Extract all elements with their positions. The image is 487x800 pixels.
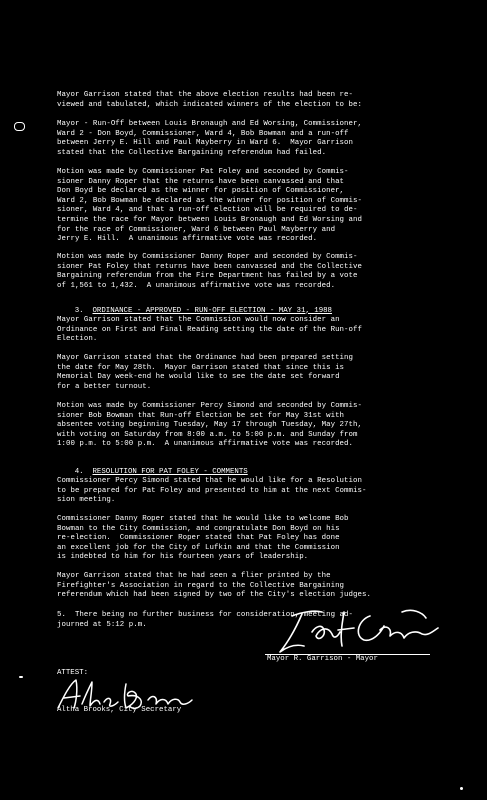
paragraph-winners: Mayor - Run-Off between Louis Bronaugh and Ed Worsing, Commissioner, Ward 2 - Don Boyd, Commissioner, Ward 4, Bob Bowman and a run-off between Jerry E. Hill and Paul Mayberry in Ward 6. Mayor Garrison stated that the Collective Bargaining referendum had failed.	[57, 120, 362, 157]
secretary-name-title: Altha Brooks, City Secretary	[57, 706, 182, 714]
paragraph-welcome: Commissioner Danny Roper stated that he would like to welcome Bob Bowman to the City Commission, and congratulate Don Boyd on his re-election. Commissioner Roper stated that Pat Foley has done an excellent job for the City of Lufkin and that the Commission is indebted to him for his fourteen years of leadership.	[57, 515, 349, 562]
punch-hole-mark	[14, 122, 25, 131]
paragraph-election-results: Mayor Garrison stated that the above election results had been re- viewed and tabulated, which indicated winners of the election to be:	[57, 91, 362, 109]
margin-speck	[460, 787, 463, 790]
paragraph-motion-canvass: Motion was made by Commissioner Pat Foley and seconded by Commis- sioner Danny Roper that the returns have been canvassed and that Don Boyd be declared as the winner for position of Commissioner, Ward 2, Bob Bowman be declared as the winner for position of Commis- sioner, Ward 4, and that a run-off election will be required to de- termine the race for Mayor between Louis Bronaugh and Ed Worsing and for the race of Commissioner, Ward 6 between Paul Mayberry and Jerry E. Hill. A unanimous affirmative vote was recorded.	[57, 168, 362, 244]
mayor-signature	[262, 606, 442, 658]
paragraph-resolution-request: Commissioner Percy Simond stated that he would like for a Resolution to be prepared for Pat Foley and presented to him at the next Commis- sion meeting.	[57, 477, 367, 505]
heading-number: 4.	[74, 467, 84, 476]
margin-speck	[19, 676, 23, 678]
paragraph-ordinance-date: Mayor Garrison stated that the Ordinance had been prepared setting the date for May 28th. Mayor Garrison stated that since this is Memorial Day week-end he would like to see the date set forward for a better turnout.	[57, 354, 354, 391]
heading-title: ORDINANCE - APPROVED - RUN-OFF ELECTION - MAY 31, 1988	[92, 306, 332, 315]
heading-title: RESOLUTION FOR PAT FOLEY - COMMENTS	[92, 467, 248, 476]
paragraph-flier: Mayor Garrison stated that he had seen a flier printed by the Firefighter's Association in regard to the Collective Bargaining referendum which had been signed by two of the City's election judges.	[57, 572, 371, 600]
paragraph-motion-referendum: Motion was made by Commissioner Danny Roper and seconded by Commis- sioner Pat Foley that returns have been canvassed and the Collective Bargaining referendum from the Fire Department has failed by a vote of 1,561 to 1,432. A unanimous affirmative vote was recorded.	[57, 253, 362, 290]
mayor-name-title: Mayor R. Garrison - Mayor	[267, 655, 378, 663]
attest-label: ATTEST:	[57, 669, 89, 677]
paragraph-adjourn: 5. There being no further business for consideration, meeting ad- journed at 5:12 p.m.	[57, 611, 354, 629]
heading-number: 3.	[74, 306, 84, 315]
paragraph-ordinance-consider: Mayor Garrison stated that the Commission would now consider an Ordinance on First and Final Reading setting the date of the Run-off Election.	[57, 316, 362, 344]
paragraph-motion-runoff: Motion was made by Commissioner Percy Simond and seconded by Commis- sioner Bob Bowman that Run-off Election be set for May 31st with absentee voting beginning Tuesday, May 17 through Tuesday, May 27th, with voting on Saturday from 8:00 a.m. to 5:00 p.m. and Sunday from 1:00 p.m. to 5:00 p.m. A unanimous affirmative vote was recorded.	[57, 402, 362, 449]
